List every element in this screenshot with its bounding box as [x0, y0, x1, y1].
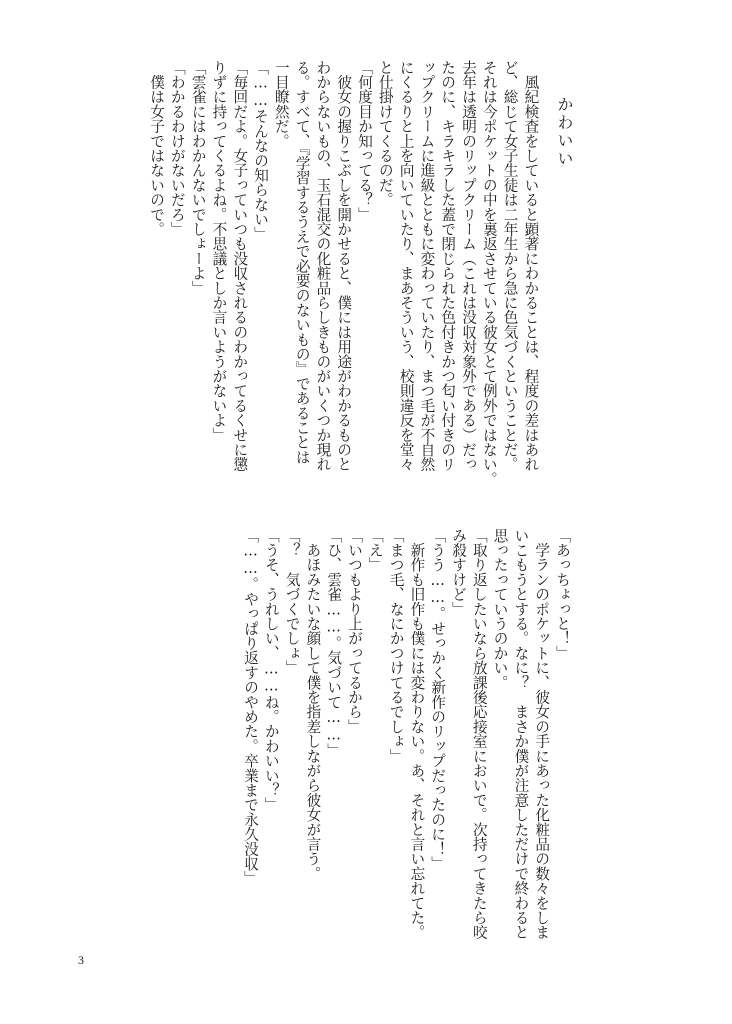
text-line [561, 60, 582, 480]
upper-text-block [145, 60, 582, 487]
text-line: にくるりと上を向いていたり、まあそういう、校則違反を堂々 [397, 60, 415, 472]
text-line: 「ひ、雲雀……。気づいて……」 [325, 528, 343, 759]
text-line: 「？ 気づくでしょ」 [283, 528, 301, 675]
text-line: 「うそ、うれしい、……ね。かわいい？」 [262, 528, 280, 813]
text-line: る。すべて、『学習するうえで必要のないもの』であることは [293, 60, 311, 465]
text-line: ップクリームに進級とともに変わっていたり、まつ毛が不自然 [418, 60, 436, 472]
chapter-title: かわいい [555, 96, 574, 168]
text-line: 「あっちょっと！」 [554, 528, 571, 661]
text-line: 一目瞭然だ。 [272, 60, 290, 149]
text-line: 風紀検査をしていると顕著にわかることは、程度の差はあれ [522, 60, 540, 472]
text-line: 僕は女子ではないので。 [148, 60, 166, 237]
text-line: 思ったっていうのかい。 [491, 528, 509, 690]
text-line: 「毎回だよ。女子っていつも没収されるのわかってるくせに懲 [231, 60, 249, 472]
text-line: 「……そんなの知らない」 [252, 60, 270, 242]
page-number: 3 [78, 953, 84, 967]
text-line: たのに、キラキラした蓋で閉じられた色付きかつ匂い付きのリ [439, 60, 457, 472]
text-line: 新作も旧作も僕には変わりない。あ、それと言い忘れてた。 [408, 528, 426, 940]
lower-text-block [239, 528, 572, 948]
text-line: 「うう……。せっかく新作のリップだったのに！」 [429, 528, 447, 871]
text-line: 「まつ毛、なにかつけてるでしょ」 [387, 528, 405, 764]
text-line: ど、総じて女子生徒は二年生から急に色気づくということだ。 [501, 60, 519, 472]
text-line: み殺すけど」 [450, 528, 468, 617]
text-line: 「……。やっぱり返すのやめた。卒業まで永久没収」 [242, 528, 260, 886]
text-line: 彼女の握りこぶしを開かせると、僕には用途がわかるものと [335, 60, 353, 472]
text-line: 「え」 [366, 528, 384, 573]
text-line [540, 60, 561, 480]
text-line: と仕掛けてくるのだ。 [376, 60, 394, 207]
text-line: 学ランのポケットに、彼女の手にあった化粧品の数々をしま [533, 528, 551, 940]
text-line: りずに持ってくるよね。不思議としか言いようがないよ」 [210, 60, 228, 443]
text-line: あほみたいな顔して僕を指差しながら彼女が言う。 [304, 528, 322, 881]
text-line: 「雲雀にはわかんないでしょーよ」 [189, 60, 207, 296]
text-line: 「いつもより上がってるから」 [346, 528, 364, 734]
text-line: 「取り返したいなら放課後応接室においで。次持ってきたら咬 [470, 528, 488, 940]
text-line: 「わかるわけがないだろ」 [168, 60, 186, 237]
text-line: 「何度目か知ってる？」 [356, 60, 374, 222]
text-line: それは今ポケットの中を裏返させている彼女とて例外ではない。 [480, 60, 498, 487]
text-line: 去年は透明のリップクリーム（これは没収対象外である）だっ [460, 60, 478, 472]
text-line: いこもうとする。なに？ まさか僕が注意しただけで終わると [512, 528, 530, 940]
text-line: わからないもの、玉石混交の化粧品らしきものがいくつか現れ [314, 60, 332, 472]
